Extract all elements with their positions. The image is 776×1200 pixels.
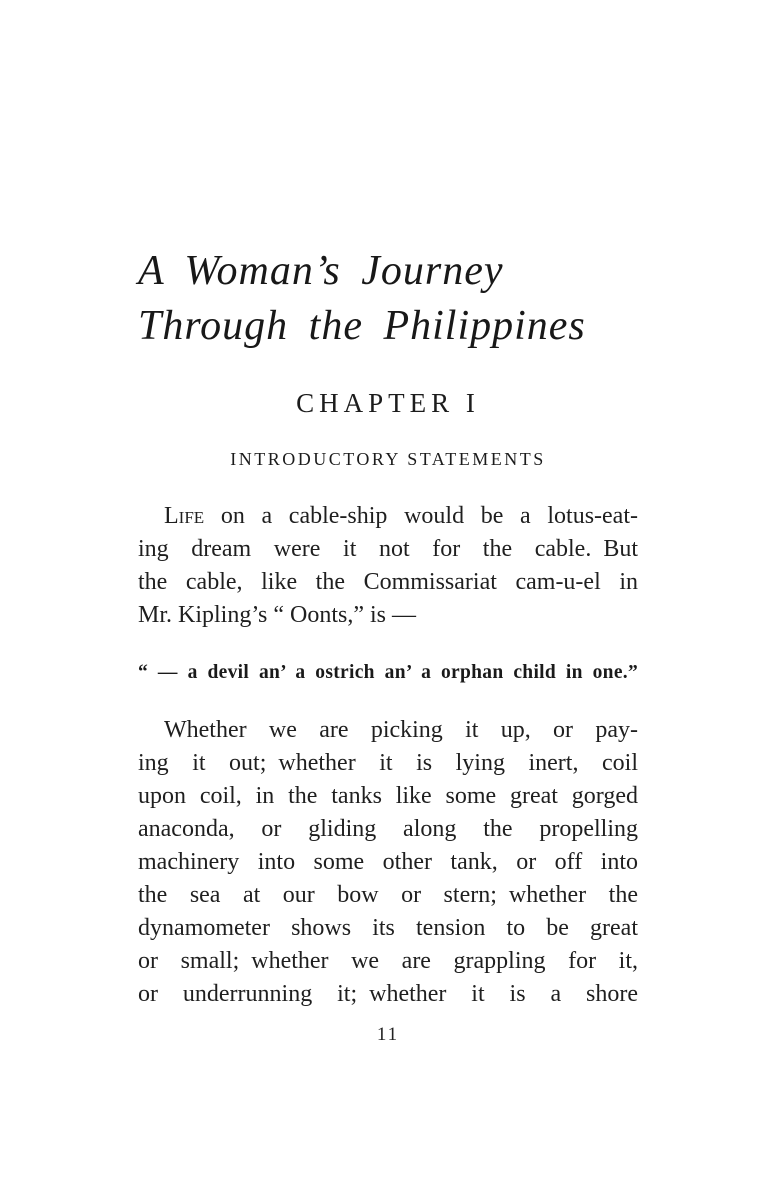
- book-title-line-2: Through the Philippines: [138, 303, 586, 349]
- body-line: the sea at our bow or stern; whether the: [138, 882, 638, 908]
- small-caps-lead: Life: [164, 503, 205, 529]
- body-line: or small; whether we are grappling for it,: [138, 948, 638, 974]
- body-line: upon coil, in the tanks like some great gorged: [138, 783, 638, 809]
- body-line: or underrunning it; whether it is a shore: [138, 981, 638, 1007]
- body-line: Mr. Kipling’s “ Oonts,” is —: [138, 602, 417, 628]
- body-line-text: on a cable-ship would be a lotus-eat-: [204, 503, 638, 529]
- paragraph-1: [138, 500, 638, 632]
- book-title-line-1: A Woman’s Journey: [138, 248, 504, 294]
- body-line: [138, 500, 638, 533]
- body-line: the cable, like the Commissariat cam-u-el in: [138, 569, 638, 595]
- page-number: 11: [376, 1024, 400, 1045]
- body-line: anaconda, or gliding along the propelling: [138, 816, 638, 842]
- paragraph-2: [138, 714, 638, 1011]
- book-title: [138, 244, 638, 354]
- chapter-heading: CHAPTER I: [296, 388, 480, 418]
- section-heading: INTRODUCTORY STATEMENTS: [230, 449, 546, 469]
- body-line: machinery into some other tank, or off into: [138, 849, 638, 875]
- body-line: ing it out; whether it is lying inert, coil: [138, 750, 638, 776]
- body-line: ing dream were it not for the cable. But: [138, 536, 638, 562]
- text-column: [138, 244, 638, 1046]
- verse-quote: “ — a devil an’ a ostrich an’ a orphan child in one.”: [138, 662, 638, 683]
- body-line: Whether we are picking it up, or pay-: [164, 717, 638, 743]
- body-line: dynamometer shows its tension to be great: [138, 915, 638, 941]
